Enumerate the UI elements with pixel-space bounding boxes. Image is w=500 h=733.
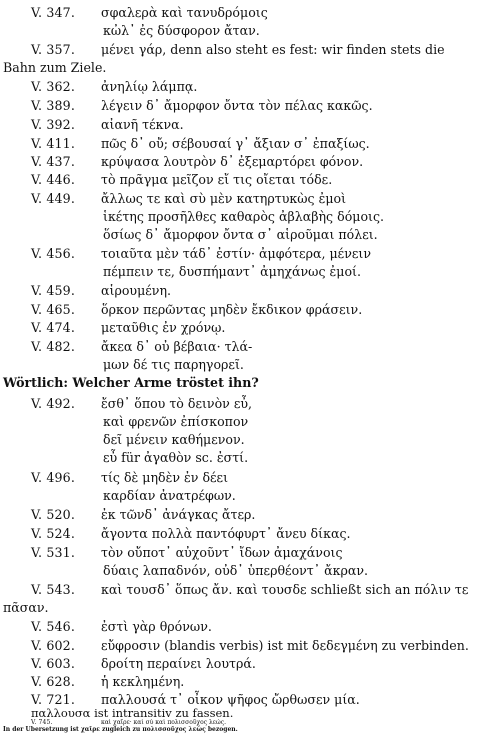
verse-ref: V. 437. bbox=[31, 154, 75, 169]
verse-note-362 bbox=[0, 77, 500, 97]
greek-text: μεταῦθις ἐν χρόνῳ. bbox=[101, 320, 226, 335]
note-text: In der Übersetzung ist χαῖρε zugleich zu πολισσοῦχος λεὼς bezogen. bbox=[3, 726, 238, 733]
continuation-line bbox=[0, 598, 500, 618]
verse-ref: V. 492. bbox=[31, 396, 75, 411]
greek-text: δροίτη περαίνει λουτρά. bbox=[101, 656, 256, 671]
verse-ref: V. 459. bbox=[31, 283, 75, 298]
verse-ref: V. 392. bbox=[31, 117, 75, 132]
greek-text: τὸν οὔποτ᾽ αὐχοῦντ᾽ ἴδων ἀμαχάνοις bbox=[101, 545, 343, 560]
verse-note-347 bbox=[0, 3, 500, 23]
continuation-line bbox=[0, 561, 500, 581]
verse-note-437 bbox=[0, 152, 500, 172]
verse-note-543 bbox=[0, 580, 500, 600]
verse-ref: V. 628. bbox=[31, 674, 75, 689]
verse-note-411 bbox=[0, 134, 500, 154]
verse-ref: V. 456. bbox=[31, 246, 75, 261]
greek-text: δύαις λαπαδνόν, οὐδ᾽ ὑπερθέοντ᾽ ἄκραν. bbox=[103, 563, 369, 578]
verse-ref: V. 474. bbox=[31, 320, 75, 335]
verse-ref: V. 531. bbox=[31, 545, 75, 560]
verse-ref: V. 721. bbox=[31, 692, 75, 707]
greek-text: ἱκέτης προσῆλθες καθαρὸς ἀβλαβὴς δόμοις. bbox=[103, 209, 385, 224]
verse-ref: V. 465. bbox=[31, 302, 75, 317]
verse-ref: V. 389. bbox=[31, 98, 75, 113]
continuation-line bbox=[0, 430, 500, 450]
verse-ref: V. 449. bbox=[31, 191, 75, 206]
note-text: καὶ τουσδ᾽ ὅπως ἄν. καὶ τουσδε schließt sich an πόλιν τε bbox=[101, 582, 469, 597]
greek-text: ὅρκον περῶντας μηδὲν ἔκδικον φράσειν. bbox=[101, 302, 363, 317]
verse-note-492 bbox=[0, 394, 500, 414]
verse-note-628 bbox=[0, 672, 500, 692]
verse-ref: V. 362. bbox=[31, 79, 75, 94]
greek-text: μων δέ τις παρηγορεῖ. bbox=[103, 357, 244, 372]
verse-ref: V. 357. bbox=[31, 42, 75, 57]
greek-text: τίς δὲ μηδὲν ἐν δέει bbox=[101, 470, 229, 485]
continuation-line bbox=[0, 355, 500, 375]
continuation-line bbox=[0, 207, 500, 227]
greek-text: σφαλερὰ καὶ τανυδρόμοις bbox=[101, 5, 268, 20]
verse-note-603 bbox=[0, 654, 500, 674]
greek-text: καὶ χαῖρε· καὶ σὺ καὶ πολισσοῦχος λεώς. bbox=[101, 719, 227, 726]
note-text: παλλουσα ist intransitiv zu fassen. bbox=[31, 707, 234, 720]
verse-note-465 bbox=[0, 300, 500, 320]
greek-text: αἰανῆ τέκνα. bbox=[101, 117, 184, 132]
continuation-line bbox=[0, 448, 500, 468]
continuation-line bbox=[0, 486, 500, 506]
greek-text: ἡ κεκλημένη. bbox=[101, 674, 185, 689]
greek-text: ἔσθ᾽ ὅπου τὸ δεινὸν εὖ, bbox=[101, 396, 253, 411]
verse-ref: V. 546. bbox=[31, 619, 75, 634]
verse-note-602 bbox=[0, 636, 500, 656]
verse-ref: V. 347. bbox=[31, 5, 75, 20]
note-text: εὖ für ἀγαθὸν sc. ἐστί. bbox=[103, 450, 249, 465]
greek-text: ὅσίως δ᾽ ἄμορφον ὄντα σ᾽ αἱροῦμαι πόλει. bbox=[103, 227, 378, 242]
verse-note-546 bbox=[0, 617, 500, 637]
verse-note-357 bbox=[0, 40, 500, 60]
greek-text: ἐκ τῶνδ᾽ ἀνάγκας ἄτερ. bbox=[101, 507, 256, 522]
greek-text: πῶς δ᾽ οὔ; σέβουσαί γ᾽ ἄξιαν σ᾽ ἐπαξίως. bbox=[101, 136, 370, 151]
greek-text: αἱρουμένη. bbox=[101, 283, 171, 298]
greek-text: καρδίαν ἀνατρέφων. bbox=[103, 488, 236, 503]
verse-note-446 bbox=[0, 170, 500, 190]
verse-note-456 bbox=[0, 244, 500, 264]
note-text: μένει γάρ, denn also steht es fest: wir finden stets die bbox=[101, 42, 445, 57]
greek-text: παλλουσά τ᾽ οἶκον ψῆφος ὤρθωσεν μία. bbox=[101, 692, 360, 707]
greek-text: τὸ πρᾶγμα μεῖζον εἴ τις οἴεται τόδε. bbox=[101, 172, 333, 187]
verse-note-482 bbox=[0, 337, 500, 357]
verse-note-496 bbox=[0, 468, 500, 488]
verse-note-459 bbox=[0, 281, 500, 301]
verse-ref: V. 603. bbox=[31, 656, 75, 671]
translation-note bbox=[0, 726, 500, 733]
verse-ref: V. 543. bbox=[31, 582, 75, 597]
greek-text: ἀνηλίῳ λάμπᾳ. bbox=[101, 79, 198, 94]
greek-text: λέγειν δ᾽ ἄμορφον ὄντα τὸν πέλας κακῶς. bbox=[101, 98, 373, 113]
continuation-line bbox=[0, 412, 500, 432]
verse-ref: V. 496. bbox=[31, 470, 75, 485]
greek-text: τοιαῦτα μὲν τάδ᾽ ἐστίν· ἀμφότερα, μένειν bbox=[101, 246, 371, 261]
verse-note-389 bbox=[0, 96, 500, 116]
note-text: Wörtlich: Welcher Arme tröstet ihn? bbox=[3, 375, 259, 390]
verse-note-449 bbox=[0, 189, 500, 209]
verse-note-531 bbox=[0, 543, 500, 563]
greek-text: δεῖ μένειν καθήμενον. bbox=[103, 432, 245, 447]
verse-note-474 bbox=[0, 318, 500, 338]
verse-note-520 bbox=[0, 505, 500, 525]
verse-note-745 bbox=[0, 719, 500, 726]
continuation-line bbox=[0, 58, 500, 78]
verse-note-524 bbox=[0, 524, 500, 544]
continuation-line bbox=[0, 262, 500, 282]
greek-text: κὠλ᾽ ἐς δύσφορον ἄταν. bbox=[103, 23, 260, 38]
greek-text: πέμπειν τε, δυσπήμαντ᾽ ἀμηχάνως ἐμοί. bbox=[103, 264, 361, 279]
greek-text: πᾶσαν. bbox=[3, 600, 49, 615]
continuation-line bbox=[0, 225, 500, 245]
verse-ref: V. 411. bbox=[31, 136, 75, 151]
continuation-line bbox=[0, 21, 500, 41]
verse-ref: V. 602. bbox=[31, 638, 75, 653]
greek-text: ἄκεα δ᾽ οὐ βέβαια· τλά- bbox=[101, 339, 253, 354]
note-text: Bahn zum Ziele. bbox=[3, 60, 107, 75]
verse-ref: V. 524. bbox=[31, 526, 75, 541]
greek-text: καὶ φρενῶν ἐπίσκοπον bbox=[103, 414, 249, 429]
note-text: εὔφροσιν (blandis verbis) ist mit δεδεγμένη zu verbinden. bbox=[101, 638, 469, 653]
verse-ref: V. 745. bbox=[31, 719, 53, 726]
translation-note bbox=[0, 373, 500, 393]
verse-ref: V. 446. bbox=[31, 172, 75, 187]
verse-note-392 bbox=[0, 115, 500, 135]
verse-ref: V. 520. bbox=[31, 507, 75, 522]
greek-text: ἐστὶ γὰρ θρόνων. bbox=[101, 619, 212, 634]
verse-ref: V. 482. bbox=[31, 339, 75, 354]
greek-text: κρύψασα λουτρὸν δ᾽ ἐξεμαρτόρει φόνον. bbox=[101, 154, 364, 169]
greek-text: ἄγοντα πολλὰ παντόφυρτ᾽ ἄνευ δίκας. bbox=[101, 526, 351, 541]
greek-text: ἄλλως τε καὶ σὺ μὲν κατηρτυκὼς ἐμοὶ bbox=[101, 191, 347, 206]
